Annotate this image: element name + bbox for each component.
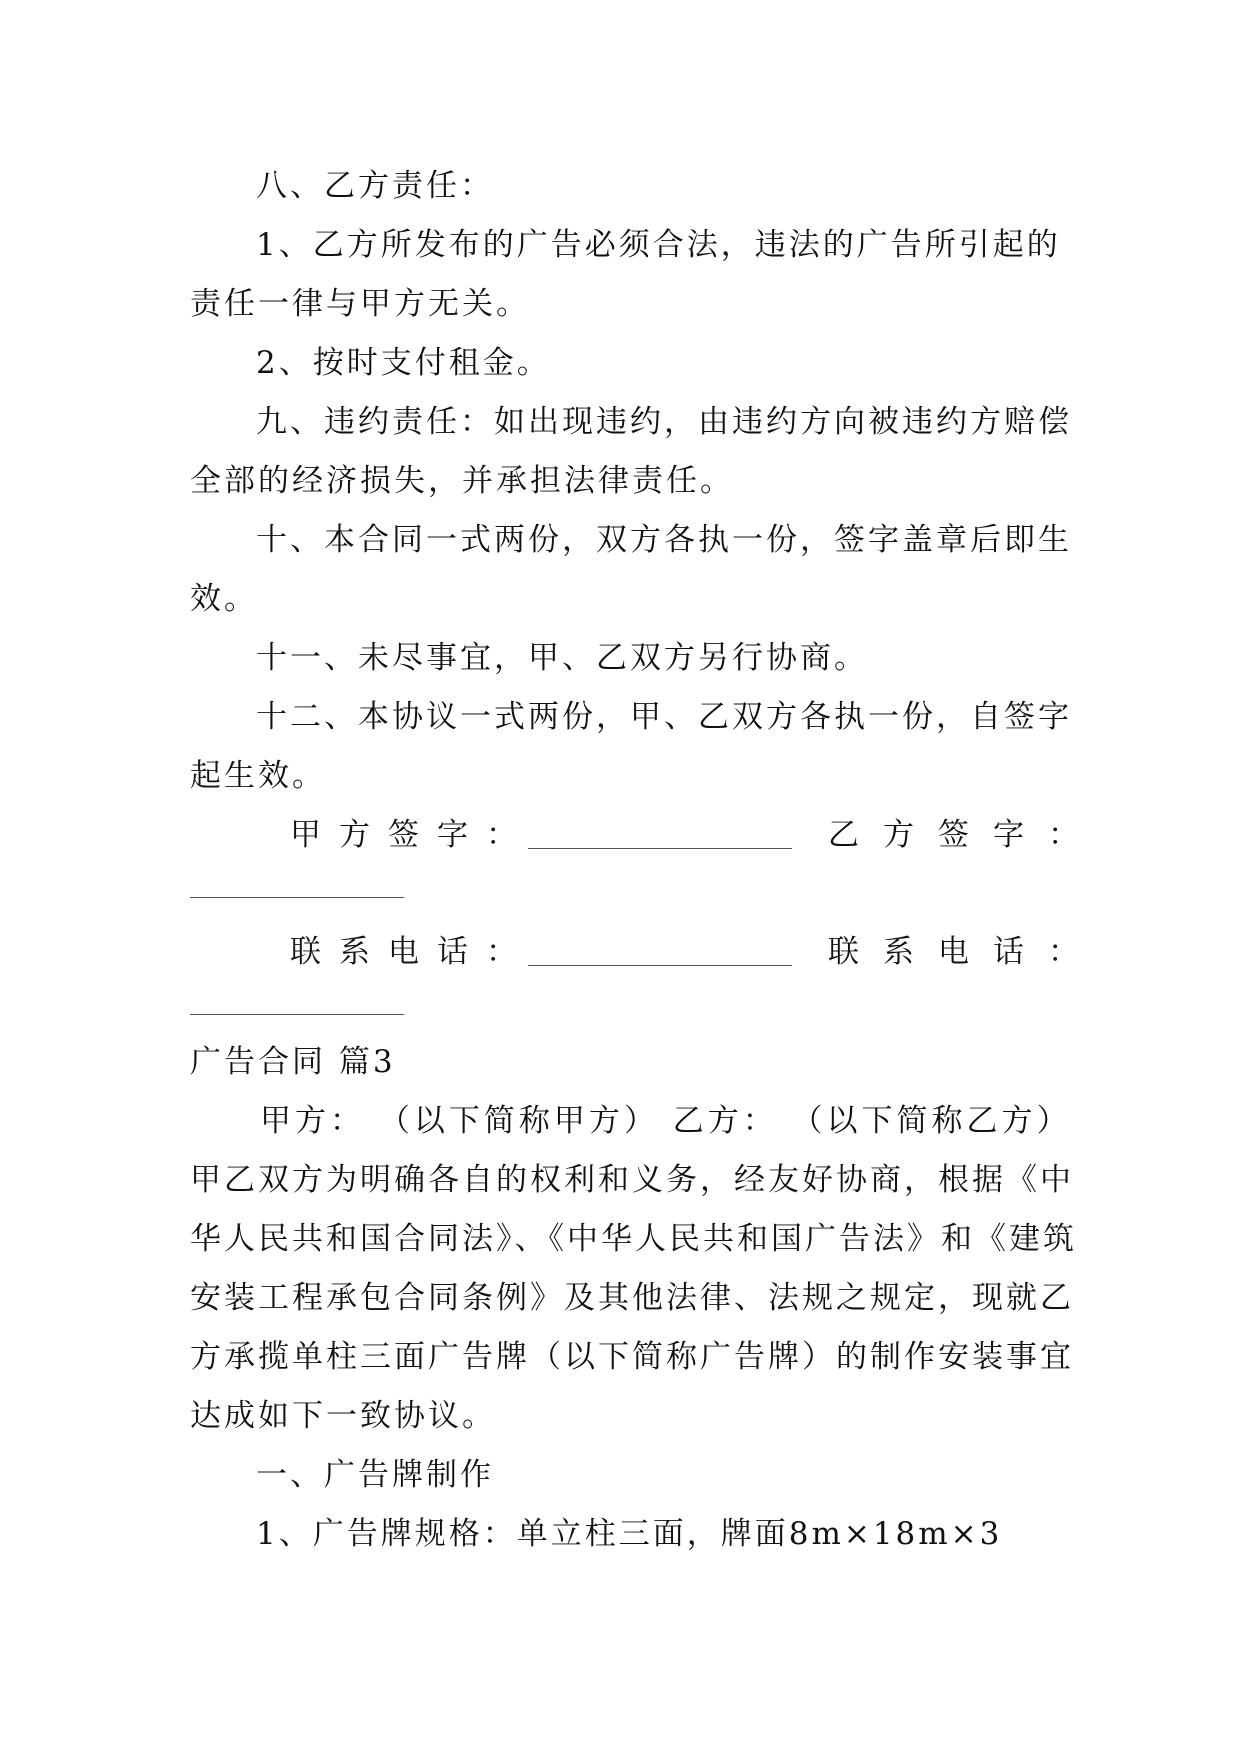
party-b-phone-label: 联系电话： <box>828 934 1103 970</box>
section-title: 广告合同 篇3 <box>190 1044 396 1080</box>
clause-8-item-1-cont: 责任一律与甲方无关。 <box>190 286 530 322</box>
article-1-heading: 一、广告牌制作 <box>256 1457 494 1493</box>
party-a-signature-line <box>528 848 792 849</box>
clause-9: 九、违约责任：如出现违约，由违约方向被违约方赔偿 <box>256 404 1072 440</box>
clause-11: 十一、未尽事宜，甲、乙双方另行协商。 <box>256 640 868 676</box>
clause-10-cont: 效。 <box>190 581 258 617</box>
preamble-line-2: 华人民共和国合同法》、《中华人民共和国广告法》和《建筑 <box>190 1221 1077 1257</box>
preamble-line-3: 安装工程承包合同条例》及其他法律、法规之规定，现就乙 <box>190 1280 1074 1316</box>
clause-12: 十二、本协议一式两份，甲、乙双方各执一份，自签字 <box>256 699 1072 735</box>
parties-line: 甲方： （以下简称甲方） 乙方： （以下简称乙方） <box>260 1103 1072 1139</box>
party-a-phone-line <box>528 965 792 966</box>
preamble-line-5: 达成如下一致协议。 <box>190 1398 496 1434</box>
clause-9-cont: 全部的经济损失，并承担法律责任。 <box>190 463 734 499</box>
article-1-item-1: 1、广告牌规格：单立柱三面，牌面8m×18m×3 <box>256 1516 1003 1552</box>
clause-8-item-1: 1、乙方所发布的广告必须合法，违法的广告所引起的 <box>256 227 1061 263</box>
party-b-signature-label: 乙方签字： <box>828 817 1103 853</box>
clause-8-heading: 八、乙方责任： <box>256 168 494 204</box>
clause-12-cont: 起生效。 <box>190 758 326 794</box>
clause-10: 十、本合同一式两份，双方各执一份，签字盖章后即生 <box>256 522 1072 558</box>
party-a-phone-label: 联系电话： <box>290 934 535 970</box>
party-b-phone-line <box>190 1014 404 1015</box>
preamble-line-1: 甲乙双方为明确各自的权利和义务，经友好协商，根据《中 <box>190 1162 1074 1198</box>
clause-8-item-2: 2、按时支付租金。 <box>256 345 551 381</box>
party-b-signature-line <box>190 897 404 898</box>
party-a-signature-label: 甲方签字： <box>290 817 535 853</box>
preamble-line-4: 方承揽单柱三面广告牌（以下简称广告牌）的制作安装事宜 <box>190 1339 1074 1375</box>
